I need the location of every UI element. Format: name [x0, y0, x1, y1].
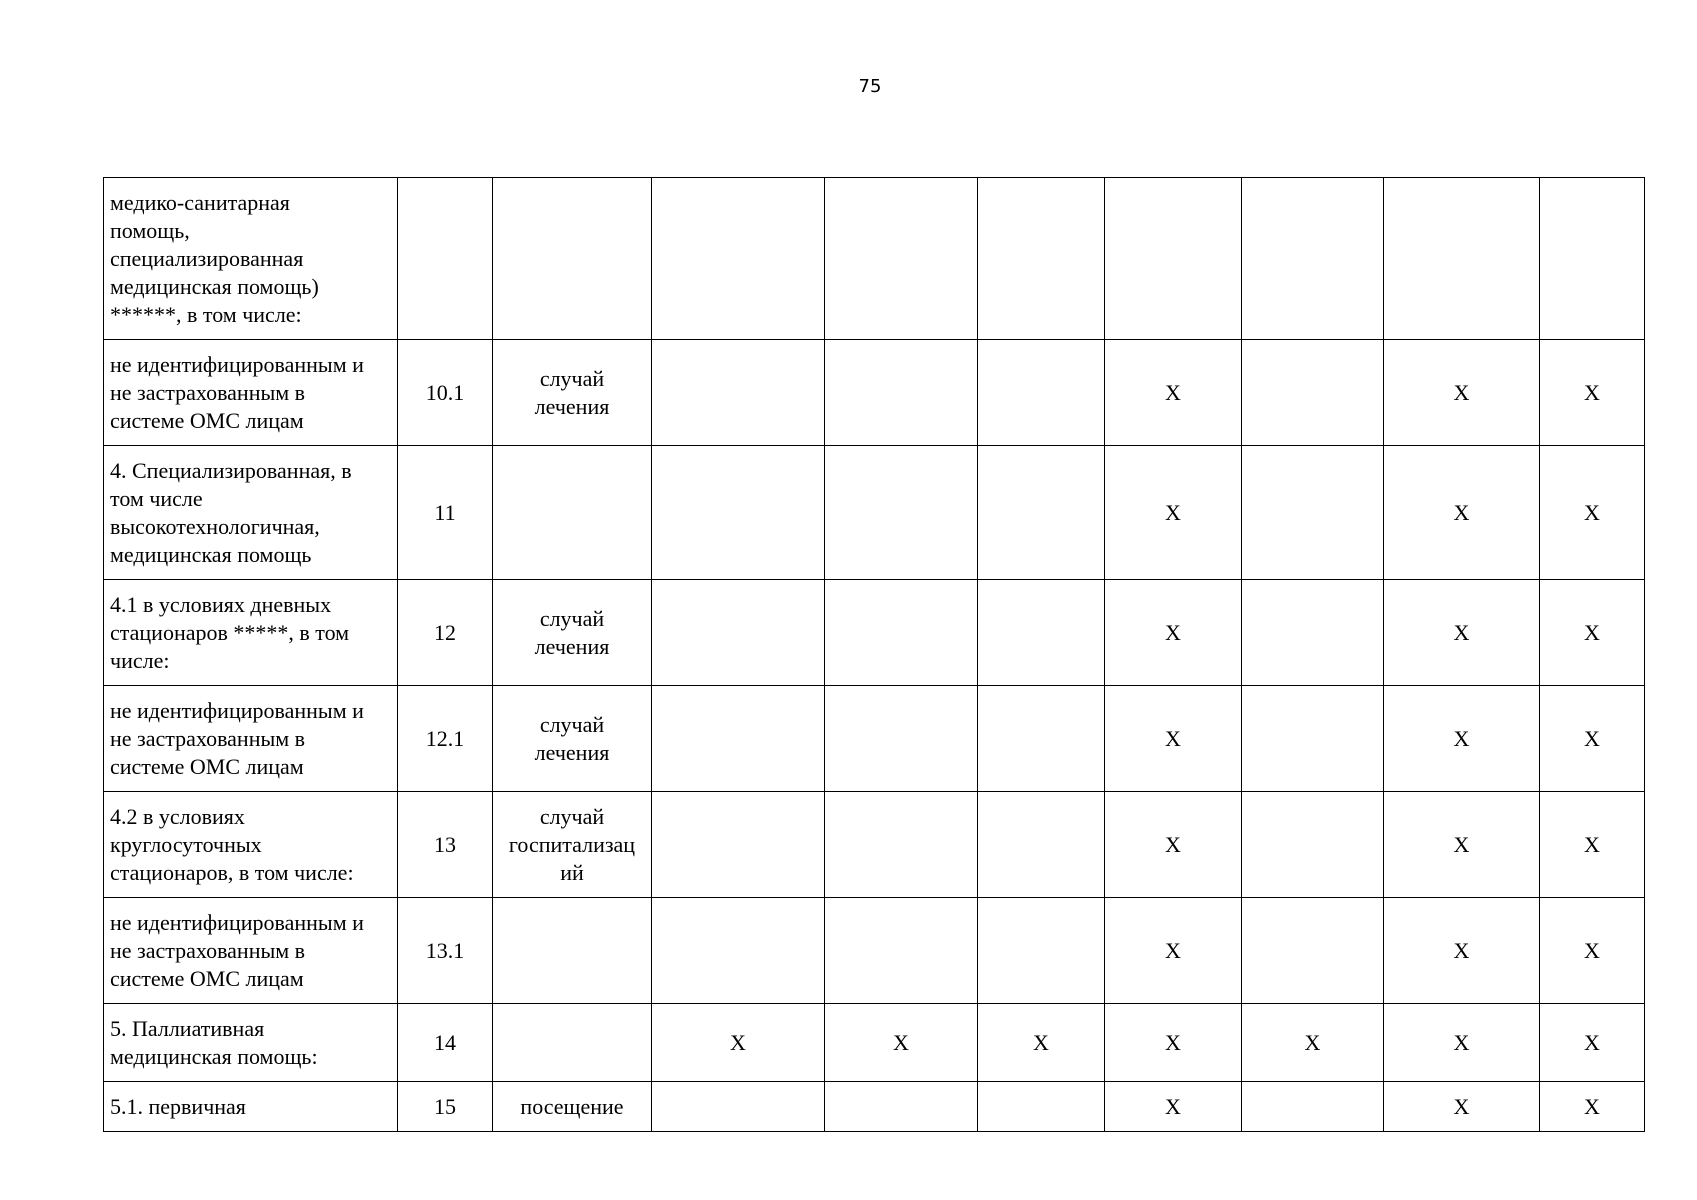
value-cell [825, 792, 978, 898]
table-row [104, 1082, 1645, 1132]
value-cell [825, 898, 978, 1004]
row-number: 12.1 [398, 686, 493, 792]
table-row [104, 340, 1645, 446]
value-cell [978, 178, 1105, 340]
value-cell: Х [1540, 580, 1645, 686]
table-row [104, 1004, 1645, 1082]
row-unit: случай госпитализац ий [493, 792, 652, 898]
value-cell: Х [1540, 898, 1645, 1004]
row-description: 4.1 в условиях дневных стационаров *****, в том числе: [104, 580, 398, 686]
row-number: 14 [398, 1004, 493, 1082]
value-cell: Х [1384, 580, 1540, 686]
value-cell: Х [1540, 446, 1645, 580]
value-cell [978, 580, 1105, 686]
value-cell: Х [825, 1004, 978, 1082]
row-unit: случай лечения [493, 580, 652, 686]
row-number [398, 178, 493, 340]
row-number: 13.1 [398, 898, 493, 1004]
value-cell [978, 340, 1105, 446]
value-cell: Х [1384, 898, 1540, 1004]
value-cell: Х [1384, 1004, 1540, 1082]
value-cell [652, 340, 825, 446]
value-cell: Х [1540, 686, 1645, 792]
value-cell [825, 340, 978, 446]
value-cell: Х [1105, 580, 1242, 686]
value-cell: Х [1540, 1082, 1645, 1132]
row-unit [493, 898, 652, 1004]
row-number: 10.1 [398, 340, 493, 446]
value-cell: Х [1105, 898, 1242, 1004]
value-cell: Х [1384, 686, 1540, 792]
value-cell [978, 446, 1105, 580]
row-number: 15 [398, 1082, 493, 1132]
value-cell [825, 686, 978, 792]
row-unit: случай лечения [493, 340, 652, 446]
value-cell [1242, 898, 1384, 1004]
value-cell [652, 580, 825, 686]
value-cell [978, 792, 1105, 898]
value-cell [825, 580, 978, 686]
value-cell [978, 686, 1105, 792]
row-description: 4. Специализированная, в том числе высокотехнологичная, медицинская помощь [104, 446, 398, 580]
table-row [104, 898, 1645, 1004]
value-cell [1242, 178, 1384, 340]
value-cell: Х [1105, 686, 1242, 792]
value-cell [1242, 686, 1384, 792]
value-cell: Х [1105, 1004, 1242, 1082]
value-cell: Х [1540, 340, 1645, 446]
value-cell [652, 686, 825, 792]
value-cell [1540, 178, 1645, 340]
row-unit [493, 1004, 652, 1082]
row-description: не идентифицированным и не застрахованным в системе ОМС лицам [104, 898, 398, 1004]
table-row [104, 580, 1645, 686]
row-description: 4.2 в условиях круглосуточных стационаров, в том числе: [104, 792, 398, 898]
value-cell [652, 898, 825, 1004]
value-cell: Х [1384, 792, 1540, 898]
value-cell: Х [1540, 1004, 1645, 1082]
value-cell [1105, 178, 1242, 340]
row-unit [493, 178, 652, 340]
page-number: 75 [858, 76, 882, 97]
value-cell [825, 1082, 978, 1132]
row-description: 5. Паллиативная медицинская помощь: [104, 1004, 398, 1082]
value-cell [825, 178, 978, 340]
row-description: медико-санитарная помощь, специализированная медицинская помощь) ******, в том числе: [104, 178, 398, 340]
value-cell [652, 178, 825, 340]
value-cell [1242, 446, 1384, 580]
row-description: не идентифицированным и не застрахованным в системе ОМС лицам [104, 340, 398, 446]
value-cell: Х [1242, 1004, 1384, 1082]
value-cell [652, 792, 825, 898]
value-cell [825, 446, 978, 580]
value-cell [652, 446, 825, 580]
table-row [104, 686, 1645, 792]
value-cell: Х [1105, 446, 1242, 580]
row-description: не идентифицированным и не застрахованным в системе ОМС лицам [104, 686, 398, 792]
value-cell [1242, 1082, 1384, 1132]
value-cell [652, 1082, 825, 1132]
value-cell [1384, 178, 1540, 340]
value-cell: Х [1105, 340, 1242, 446]
table-row [104, 792, 1645, 898]
value-cell: Х [1540, 792, 1645, 898]
row-description: 5.1. первичная [104, 1082, 398, 1132]
value-cell: Х [652, 1004, 825, 1082]
row-number: 11 [398, 446, 493, 580]
table-row [104, 446, 1645, 580]
row-unit [493, 446, 652, 580]
value-cell: Х [978, 1004, 1105, 1082]
data-table [103, 177, 1645, 1132]
row-number: 13 [398, 792, 493, 898]
value-cell [1242, 340, 1384, 446]
value-cell: Х [1384, 1082, 1540, 1132]
value-cell [978, 1082, 1105, 1132]
value-cell [1242, 580, 1384, 686]
row-unit: случай лечения [493, 686, 652, 792]
row-number: 12 [398, 580, 493, 686]
value-cell [978, 898, 1105, 1004]
value-cell: Х [1105, 792, 1242, 898]
value-cell: Х [1384, 340, 1540, 446]
value-cell [1242, 792, 1384, 898]
table-row [104, 178, 1645, 340]
value-cell: Х [1384, 446, 1540, 580]
row-unit: посещение [493, 1082, 652, 1132]
value-cell: Х [1105, 1082, 1242, 1132]
